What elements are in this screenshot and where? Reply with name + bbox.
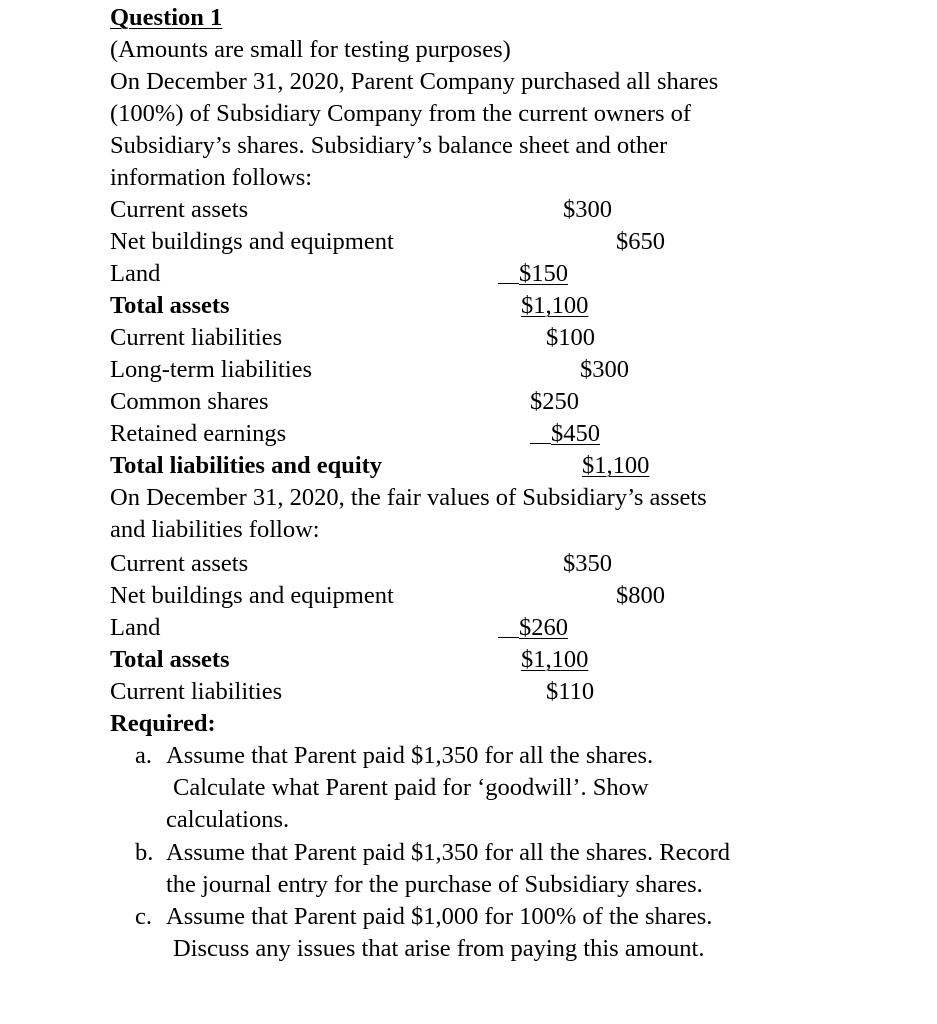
- fv-label-current-liabilities: Current liabilities: [110, 678, 283, 705]
- question-note: (Amounts are small for testing purposes): [110, 36, 511, 63]
- bs-amount-total-assets: $1,100: [521, 292, 589, 319]
- fv-amount-current-assets: $350: [563, 550, 612, 577]
- bs-label-total-assets: Total assets: [110, 292, 230, 319]
- intro-line: information follows:: [110, 164, 313, 191]
- question-title: Question 1: [110, 4, 223, 31]
- bs-label-land: Land: [110, 260, 161, 287]
- bs-label-current-liabilities: Current liabilities: [110, 324, 283, 351]
- required-heading: Required:: [110, 710, 216, 737]
- fv-label-total-assets: Total assets: [110, 646, 230, 673]
- bs-label-long-term-liabilities: Long-term liabilities: [110, 356, 313, 383]
- bs-amount-net-buildings: $650: [616, 228, 665, 255]
- item-line: Assume that Parent paid $1,350 for all the shares. Record: [166, 839, 731, 866]
- item-line: calculations.: [166, 806, 290, 833]
- item-marker: a.: [135, 742, 152, 769]
- bs-amount-current-liabilities: $100: [546, 324, 595, 351]
- fair-value-intro-line: On December 31, 2020, the fair values of Subsidiary’s assets: [110, 484, 707, 511]
- fair-value-intro-line: and liabilities follow:: [110, 516, 320, 543]
- bs-label-retained-earnings: Retained earnings: [110, 420, 287, 447]
- bs-label-common-shares: Common shares: [110, 388, 269, 415]
- intro-line: (100%) of Subsidiary Company from the current owners of: [110, 100, 692, 127]
- fv-label-land: Land: [110, 614, 161, 641]
- fv-amount-land: $260: [498, 612, 568, 644]
- bs-amount-current-assets: $300: [563, 196, 612, 223]
- bs-label-total-liabilities-equity: Total liabilities and equity: [110, 452, 383, 479]
- fv-amount-current-liabilities: $110: [546, 678, 595, 705]
- item-line: Assume that Parent paid $1,000 for 100% of the shares.: [166, 903, 713, 930]
- item-marker: b.: [135, 839, 154, 866]
- item-line: Discuss any issues that arise from paying this amount.: [173, 935, 705, 962]
- bs-amount-retained-earnings: $450: [530, 418, 600, 450]
- intro-line: Subsidiary’s shares. Subsidiary’s balance sheet and other: [110, 132, 668, 159]
- item-line: the journal entry for the purchase of Subsidiary shares.: [166, 871, 703, 898]
- bs-label-net-buildings: Net buildings and equipment: [110, 228, 394, 255]
- item-line: Assume that Parent paid $1,350 for all the shares.: [166, 742, 654, 769]
- fv-label-net-buildings: Net buildings and equipment: [110, 582, 394, 609]
- bs-label-current-assets: Current assets: [110, 196, 249, 223]
- item-marker: c.: [135, 903, 152, 930]
- fv-amount-total-assets: $1,100: [521, 646, 589, 673]
- fv-label-current-assets: Current assets: [110, 550, 249, 577]
- fv-amount-net-buildings: $800: [616, 582, 665, 609]
- bs-amount-land: $150: [498, 258, 568, 290]
- bs-amount-long-term-liabilities: $300: [580, 356, 629, 383]
- item-line: Calculate what Parent paid for ‘goodwill’. Show: [173, 774, 649, 801]
- bs-amount-common-shares: $250: [530, 388, 579, 415]
- intro-line: On December 31, 2020, Parent Company purchased all shares: [110, 68, 719, 95]
- bs-amount-total-liabilities-equity: $1,100: [582, 452, 650, 479]
